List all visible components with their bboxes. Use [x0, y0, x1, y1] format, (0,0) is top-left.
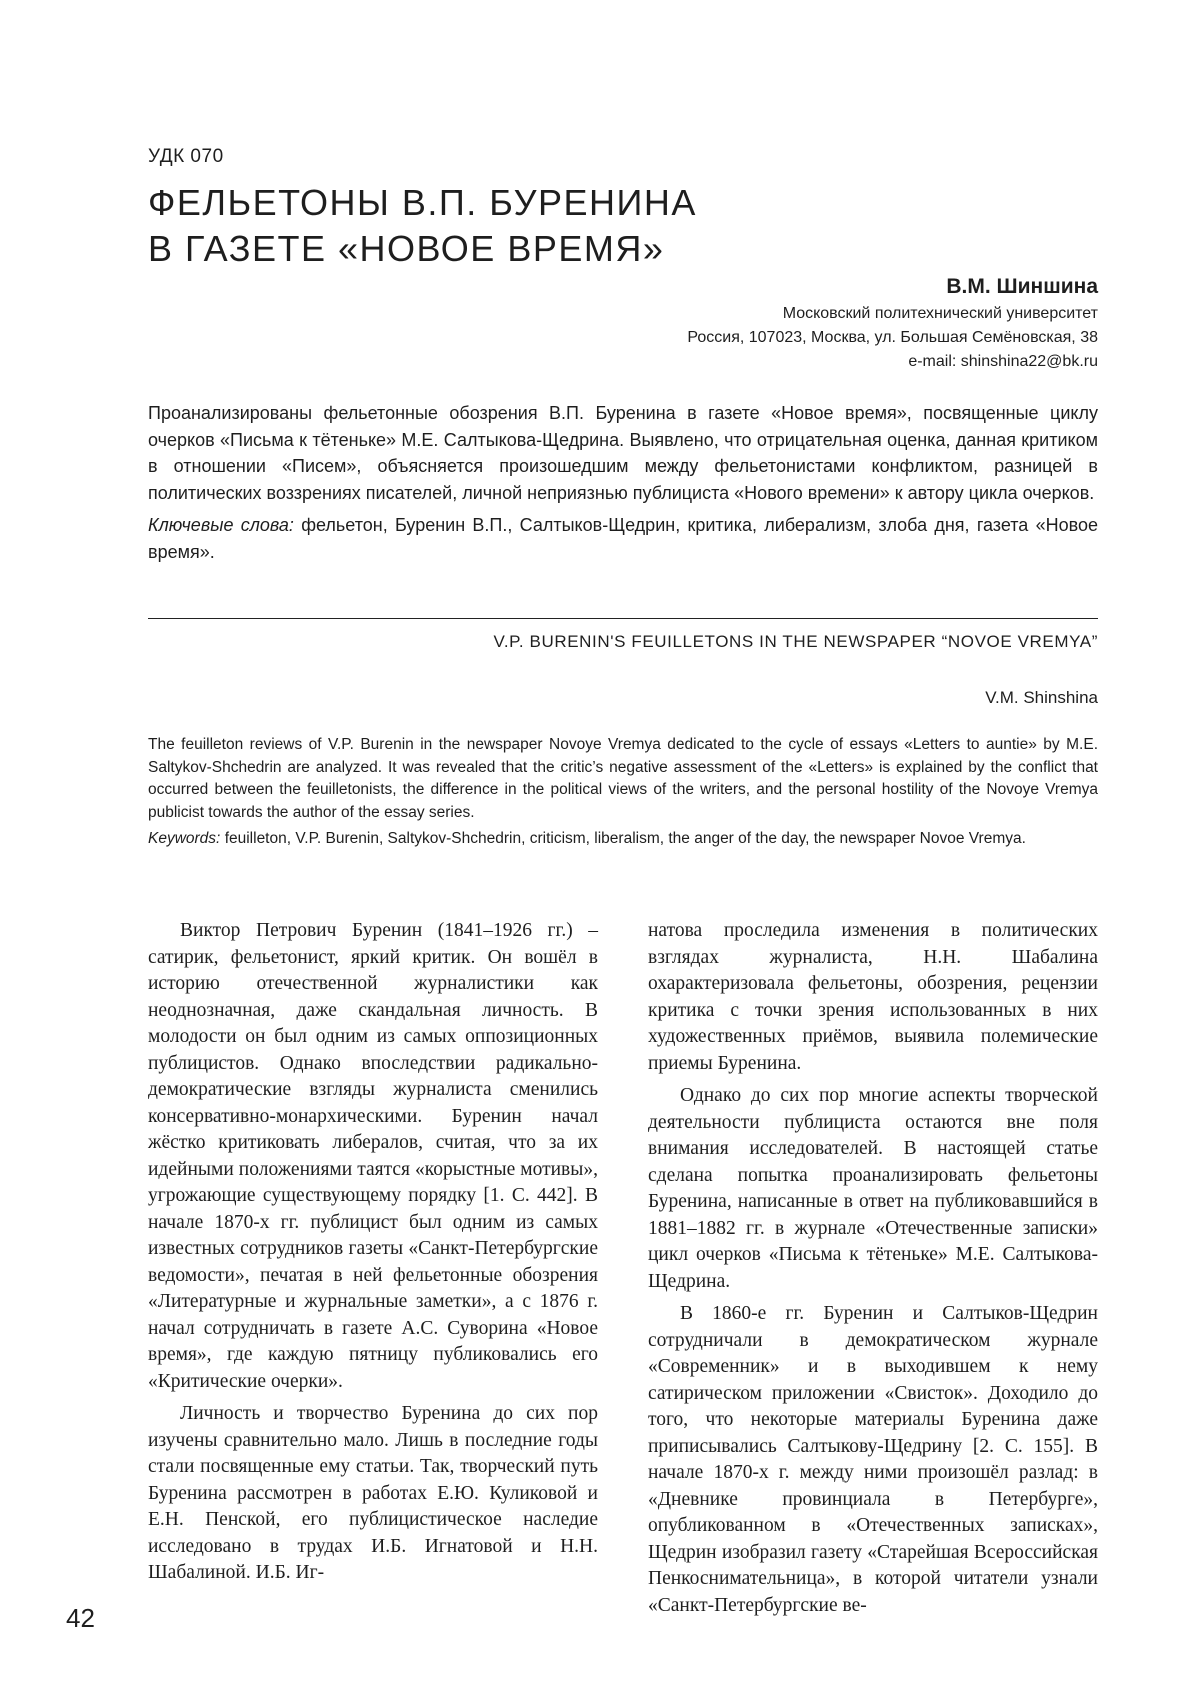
- keywords-en-label: Keywords:: [148, 830, 221, 847]
- body-column-left: [148, 918, 598, 1587]
- keywords-ru-label: Ключевые слова:: [148, 515, 294, 535]
- article-title-line-1: ФЕЛЬЕТОНЫ В.П. БУРЕНИНА: [148, 182, 697, 223]
- abstract-english: [148, 734, 1098, 851]
- body-paragraph: В 1860-е гг. Буренин и Салтыков-Щедрин сотрудничали в демократическом журнале «Современник» и в выходившем к нему сатирическом приложении «Свисток». Доходило до того, что некоторые материалы Буренина даже приписывались Салтыкову-Щедрину [2. С. 155]. В начале 1870-х г. между ними произошёл разлад: в «Дневнике провинциала в Петербурге», опубликованном в «Отечественных записках», Щедрин изобразил газету «Старейшая Всероссийская Пенкоснимательница», в которой читатели узнали «Санкт-Петербургские ве-: [648, 1303, 1098, 1616]
- body-paragraph-continued: натова проследила изменения в политических взглядах журналиста, Н.Н. Шабалина охарактеризовала фельетоны, обозрения, рецензии критика с точки зрения использованных в них художественных приёмов, выявила полемические приемы Буренина.: [648, 920, 1098, 1074]
- keywords-ru: [148, 512, 1098, 565]
- english-author: V.M. Shinshina: [985, 688, 1098, 707]
- keywords-en: [148, 828, 1098, 851]
- author-affiliation: Московский политехнический университет: [782, 305, 1098, 322]
- author-block: [687, 272, 1098, 374]
- abstract-russian: [148, 400, 1098, 565]
- section-divider: [148, 618, 1098, 619]
- author-name: В.М. Шиншина: [946, 275, 1098, 298]
- page-number: 42: [66, 1603, 95, 1633]
- keywords-en-text: feuilleton, V.P. Burenin, Saltykov-Shchedrin, criticism, liberalism, the anger of the day, the newspaper Novoe Vremya.: [224, 830, 1026, 847]
- body-paragraph: Виктор Петрович Буренин (1841–1926 гг.) – сатирик, фельетонист, яркий критик. Он вошёл в историю отечественной журналистики как неоднозначная, даже скандальная личность. В молодости он был одним из самых оппозиционных публицистов. Однако впоследствии радикально-демократические взгляды журналиста сменились консервативно-монархическими. Буренин начал жёстко критиковать либералов, считая, что за их идейными положениями таятся «корыстные мотивы», угрожающие существующему порядку [1. С. 442]. В начале 1870-х гг. публицист был одним из самых известных сотрудников газеты «Санкт-Петербургские ведомости», печатая в ней фельетонные обозрения «Литературные и журнальные заметки», а с 1876 г. начал сотрудничать в газете А.С. Суворина «Новое время», где каждую пятницу публиковались его «Критические очерки».: [148, 920, 598, 1392]
- body-paragraph: Однако до сих пор многие аспекты творческой деятельности публициста остаются вне поля внимания исследователей. В настоящей статье сделана попытка проанализировать фельетоны Буренина, написанные в ответ на публиковавшийся в 1881–1882 гг. в журнале «Отечественные записки» цикл очерков «Письма к тётеньке» М.Е. Салтыкова-Щедрина.: [648, 1085, 1098, 1292]
- body-column-right: [648, 918, 1098, 1619]
- english-title: V.P. BURENIN'S FEUILLETONS IN THE NEWSPAPER “NOVOE VREMYA”: [493, 632, 1098, 651]
- udc-code: УДК 070: [148, 146, 224, 167]
- abstract-ru-text: Проанализированы фельетонные обозрения В.П. Буренина в газете «Новое время», посвященные циклу очерков «Письма к тётеньке» М.Е. Салтыкова-Щедрина. Выявлено, что отрицательная оценка, данная критиком в отношении «Писем», объясняется произошедшим между фельетонистами конфликтом, разницей в политических воззрениях писателей, личной неприязнью публициста «Нового времени» к автору цикла очерков.: [148, 403, 1098, 503]
- author-address: Россия, 107023, Москва, ул. Большая Семёновская, 38: [687, 329, 1098, 346]
- article-title-line-2: В ГАЗЕТЕ «НОВОЕ ВРЕМЯ»: [148, 228, 665, 269]
- keywords-ru-text: фельетон, Буренин В.П., Салтыков-Щедрин, критика, либерализм, злоба дня, газета «Новое время».: [148, 515, 1098, 562]
- body-paragraph: Личность и творчество Буренина до сих пор изучены сравнительно мало. Лишь в последние годы стали посвященные ему статьи. Так, творческий путь Буренина рассмотрен в работах Е.Ю. Куликовой и Е.Н. Пенской, его публицистическое наследие исследовано в трудах И.Б. Игнатовой и Н.Н. Шабалиной. И.Б. Иг-: [148, 1403, 598, 1583]
- abstract-en-text: The feuilleton reviews of V.P. Burenin in the newspaper Novoye Vremya dedicated to the cycle of essays «Letters to auntie» by M.E. Saltykov-Shchedrin are analyzed. It was revealed that the critic’s negative assessment of the «Letters» is explained by the conflict that occurred between the feuilletonists, the difference in the political views of the writers, and the personal hostility of the Novoye Vremya publicist towards the author of the essay series.: [148, 736, 1098, 821]
- article-title: [148, 180, 697, 272]
- author-email: e-mail: shinshina22@bk.ru: [908, 353, 1098, 370]
